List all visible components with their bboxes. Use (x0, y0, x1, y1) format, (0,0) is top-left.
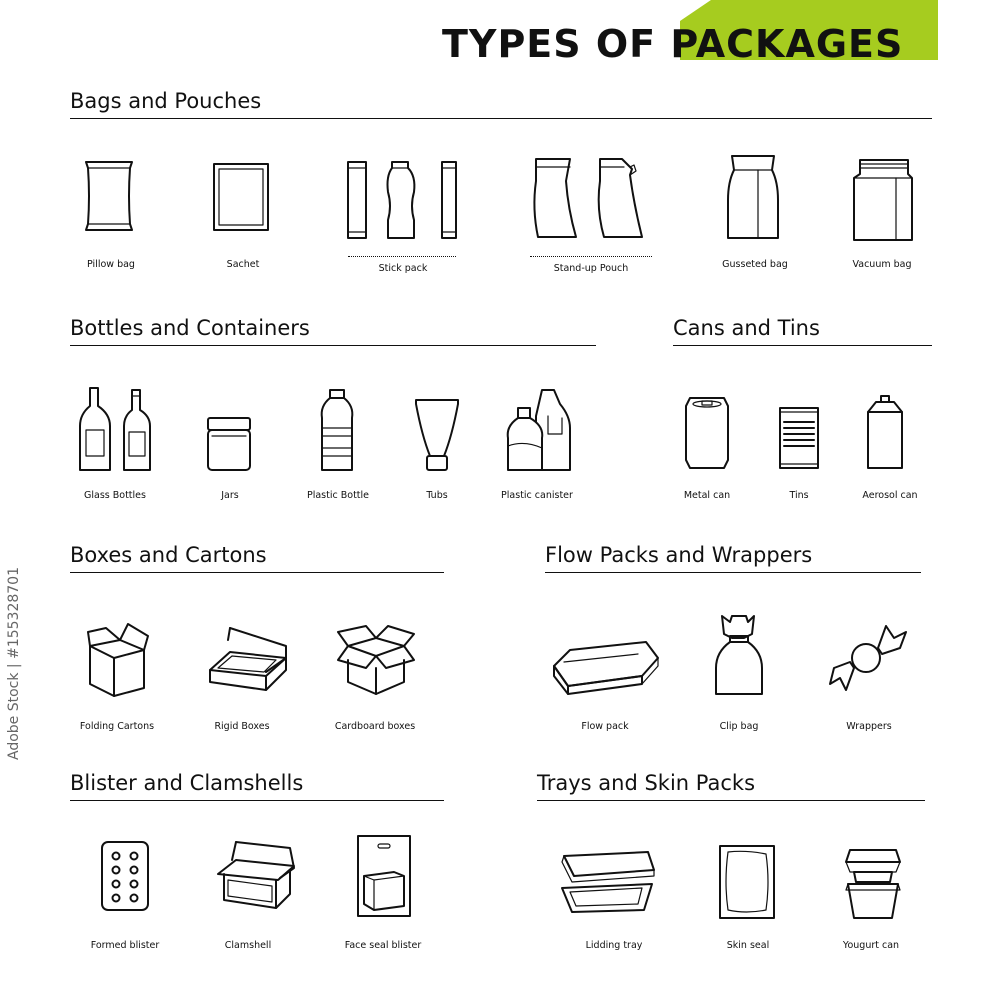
label-flow-pack: Flow pack (581, 721, 629, 732)
section-divider-flow (545, 572, 921, 573)
label-plastic-canister: Plastic canister (501, 490, 573, 501)
label-stand-up-pouch: Stand-up Pouch (553, 263, 629, 274)
stick-pack-divider (348, 256, 456, 257)
label-cardboard-boxes: Cardboard boxes (334, 721, 416, 732)
cardboard-boxes-icon (334, 624, 418, 698)
plastic-canister-icon (504, 386, 574, 474)
plastic-bottle-icon (316, 386, 358, 474)
label-rigid-boxes: Rigid Boxes (214, 721, 270, 732)
side-stock-id: Adobe Stock | #155328701 (6, 567, 22, 760)
section-title-blister: Blister and Clamshells (70, 771, 304, 795)
label-sachet: Sachet (226, 259, 260, 270)
label-clamshell: Clamshell (224, 940, 272, 951)
label-yogurt-can: Yougurt can (842, 940, 900, 951)
section-title-bottles: Bottles and Containers (70, 316, 310, 340)
label-tubs: Tubs (426, 490, 448, 501)
clamshell-icon (214, 838, 298, 914)
sachet-icon (212, 162, 270, 234)
wrappers-icon (826, 618, 908, 694)
label-wrappers: Wrappers (846, 721, 892, 732)
pillow-bag-icon (80, 158, 144, 238)
label-glass-bottles: Glass Bottles (84, 490, 146, 501)
stand-up-pouch-divider (530, 256, 652, 257)
label-face-seal-blister: Face seal blister (344, 940, 422, 951)
vacuum-bag-icon (850, 156, 916, 244)
label-formed-blister: Formed blister (90, 940, 160, 951)
folding-cartons-icon (84, 620, 150, 700)
title-part-2: PACKAGES (670, 22, 904, 66)
title-part-1: TYPES OF (442, 22, 657, 66)
section-divider-cans (673, 345, 932, 346)
skin-seal-icon (716, 842, 778, 922)
label-jars: Jars (221, 490, 239, 501)
label-gusseted-bag: Gusseted bag (722, 259, 788, 270)
page-title (442, 20, 903, 68)
flow-pack-icon (550, 636, 662, 700)
label-folding-cartons: Folding Cartons (79, 721, 155, 732)
section-divider-boxes (70, 572, 444, 573)
jars-icon (204, 414, 254, 474)
glass-bottles-icon (76, 384, 156, 474)
lidding-tray-icon (556, 848, 660, 916)
tins-icon (776, 404, 822, 472)
rigid-boxes-icon (206, 624, 290, 696)
clip-bag-icon (710, 612, 768, 698)
gusseted-bag-icon (722, 152, 784, 244)
section-title-bags: Bags and Pouches (70, 89, 262, 113)
label-clip-bag: Clip bag (719, 721, 759, 732)
section-divider-blister (70, 800, 444, 801)
face-seal-blister-icon (354, 832, 414, 918)
label-plastic-bottle: Plastic Bottle (306, 490, 370, 501)
label-tins: Tins (789, 490, 809, 501)
section-divider-bottles (70, 345, 596, 346)
label-metal-can: Metal can (683, 490, 731, 501)
section-divider-bags (70, 118, 932, 119)
section-title-flow: Flow Packs and Wrappers (545, 543, 813, 567)
yogurt-can-icon (840, 842, 906, 922)
section-title-boxes: Boxes and Cartons (70, 543, 267, 567)
label-pillow-bag: Pillow bag (87, 259, 135, 270)
label-skin-seal: Skin seal (726, 940, 770, 951)
label-vacuum-bag: Vacuum bag (852, 259, 912, 270)
tubs-icon (412, 396, 462, 474)
aerosol-can-icon (862, 392, 908, 472)
section-title-cans: Cans and Tins (673, 316, 820, 340)
label-lidding-tray: Lidding tray (585, 940, 643, 951)
stick-pack-icon (344, 158, 462, 242)
label-aerosol-can: Aerosol can (862, 490, 918, 501)
formed-blister-icon (98, 838, 152, 914)
stand-up-pouch-icon (530, 155, 648, 245)
section-divider-trays (537, 800, 925, 801)
label-stick-pack: Stick pack (378, 263, 428, 274)
section-title-trays: Trays and Skin Packs (537, 771, 756, 795)
metal-can-icon (682, 394, 732, 472)
